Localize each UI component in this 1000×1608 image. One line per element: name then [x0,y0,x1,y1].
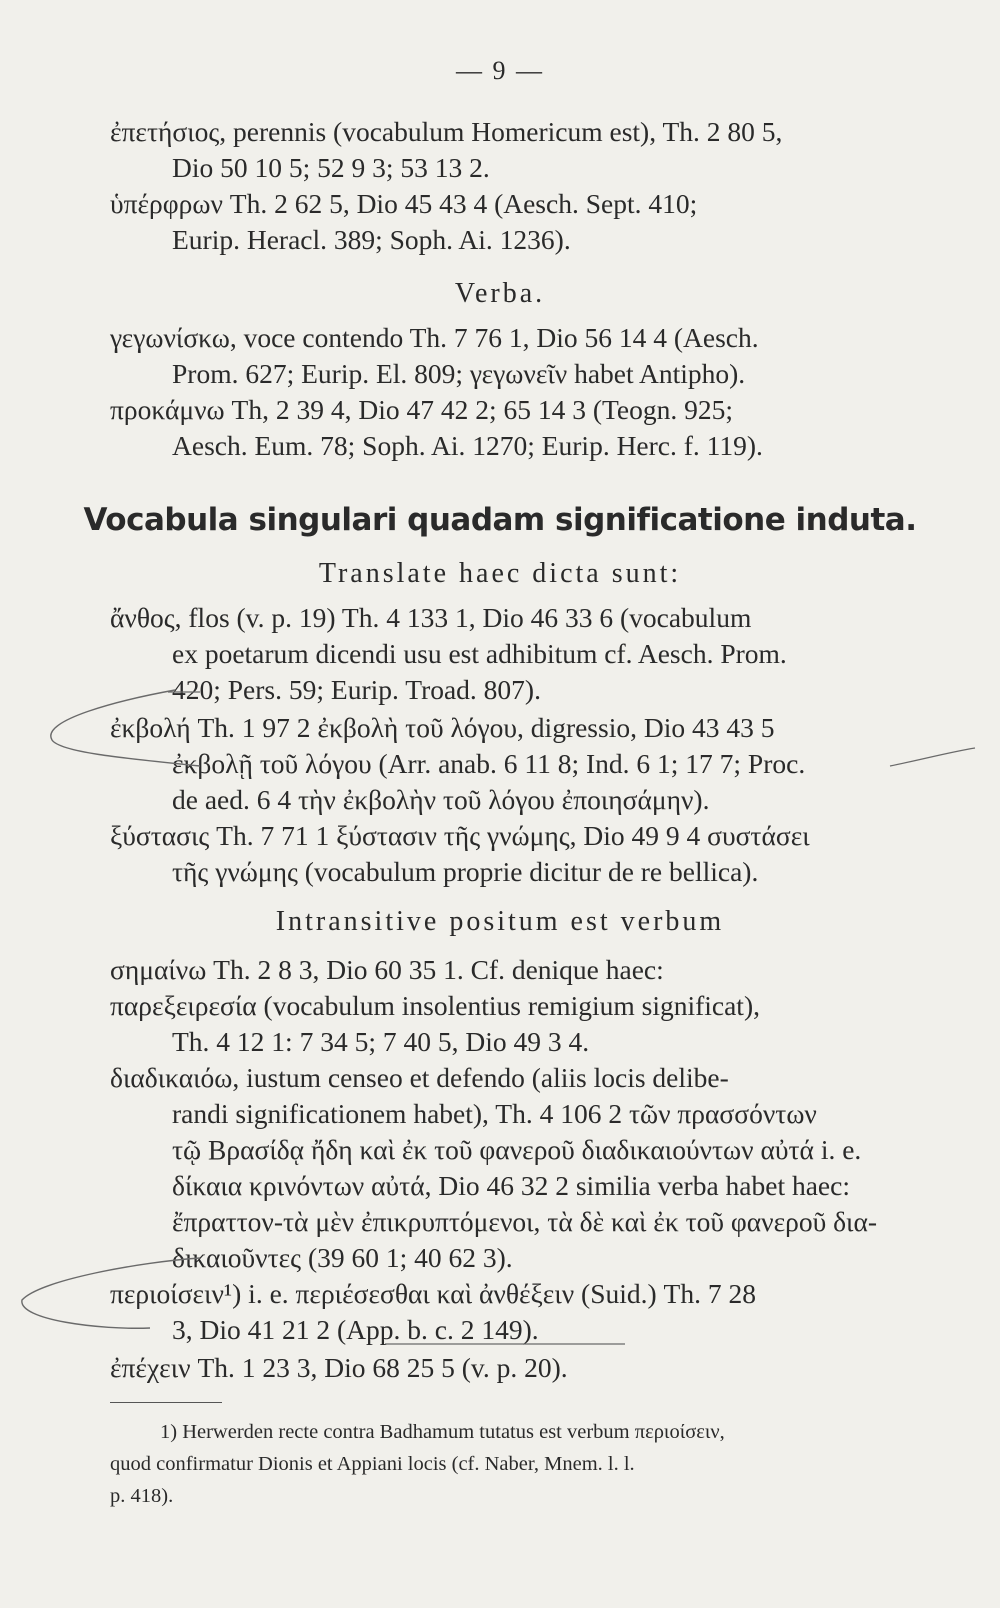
entry-parexeiresia: παρεξειρεσία (vocabulum insolentius remigium significat), [110,990,760,1021]
entry-continuation: 420; Pers. 59; Eurip. Troad. 807). [172,674,541,705]
pencil-bracket-ekbole [51,690,200,766]
entry-continuation: δίκαια κρινόντων αὐτά, Dio 46 32 2 similia verba habet haec: [172,1170,850,1201]
entry-continuation: Prom. 627; Eurip. El. 809; γεγωνεῖν habet Antipho). [172,358,746,389]
entry-semaino: σημαίνω Th. 2 8 3, Dio 60 35 1. Cf. denique haec: [110,954,664,985]
entry-hyperphron: ὑπέρφρων Th. 2 62 5, Dio 45 43 4 (Aesch. Sept. 410; [110,188,698,219]
entry-continuation: τῷ Βρασίδᾳ ἤδη καὶ ἐκ τοῦ φανεροῦ διαδικαιούντων αὐτά i. e. [172,1134,862,1165]
section-heading-vocabula: Vocabula singulari quadam significatione induta. [83,502,917,538]
subheading-intransitive: Intransitive positum est verbum [275,906,725,937]
subheading-translate: Translate haec dicta sunt: [318,558,682,589]
entry-epetesios: ἐπετήσιος, perennis (vocabulum Homericum est), Th. 2 80 5, [110,116,783,147]
entry-epechein: ἐπέχειν Th. 1 23 3, Dio 68 25 5 (v. p. 20). [110,1352,568,1383]
entry-continuation: ἔπραττον-τὰ μὲν ἐπικρυπτόμενοι, τὰ δὲ καὶ ἐκ τοῦ φανεροῦ δια- [172,1206,878,1237]
entry-continuation: de aed. 6 4 τὴν ἐκβολὴν τοῦ λόγου ἐποιησάμην). [172,784,710,815]
entry-gegonisko: γεγωνίσκω, voce contendo Th. 7 76 1, Dio 56 14 4 (Aesch. [110,322,759,353]
footnote-text: p. 418). [110,1485,174,1507]
entry-continuation: Eurip. Heracl. 389; Soph. Ai. 1236). [172,224,571,255]
entry-continuation: τῆς γνώμης (vocabulum proprie dicitur de re bellica). [172,856,759,887]
entry-continuation: Th. 4 12 1: 7 34 5; 7 40 5, Dio 49 3 4. [172,1026,590,1057]
entry-continuation: 3, Dio 41 21 2 (App. b. c. 2 149). [172,1314,539,1345]
pencil-stroke-margin [890,748,975,766]
section-heading-verba: Verba. [454,278,546,309]
entry-diadikaioo: διαδικαιόω, iustum censeo et defendo (aliis locis delibe- [110,1062,729,1093]
entry-perioisein: περιοίσειν¹) i. e. περιέσεσθαι καὶ ἀνθέξειν (Suid.) Th. 7 28 [110,1278,756,1309]
entry-continuation: ἐκβολῇ τοῦ λόγου (Arr. anab. 6 11 8; Ind. 6 1; 17 7; Proc. [172,748,806,779]
entry-continuation: δικαιοῦντες (39 60 1; 40 62 3). [172,1242,513,1273]
entry-xystasis: ξύστασις Th. 7 71 1 ξύστασιν τῆς γνώμης, Dio 49 9 4 συστάσει [110,820,810,851]
entry-ekbole: ἐκβολή Th. 1 97 2 ἐκβολὴ τοῦ λόγου, digressio, Dio 43 43 5 [110,712,775,743]
footnote-text: 1) Herwerden recte contra Badhamum tutatus est verbum περιοίσειν, [160,1421,725,1443]
entry-anthos: ἄνθος, flos (v. p. 19) Th. 4 133 1, Dio 46 33 6 (vocabulum [110,602,752,633]
footnote-text: quod confirmatur Dionis et Appiani locis (cf. Naber, Mnem. l. l. [110,1453,635,1475]
entry-continuation: ex poetarum dicendi usu est adhibitum cf. Aesch. Prom. [172,638,787,669]
entry-prokamno: προκάμνω Th, 2 39 4, Dio 47 42 2; 65 14 3 (Teogn. 925; [110,394,733,425]
page-number: — 9 — [456,56,544,85]
entry-continuation: Dio 50 10 5; 52 9 3; 53 13 2. [172,152,490,183]
entry-continuation: randi significationem habet), Th. 4 106 2 τῶν πρασσόντων [172,1098,817,1129]
pencil-bracket-perioisein [22,1258,200,1328]
entry-continuation: Aesch. Eum. 78; Soph. Ai. 1270; Eurip. Herc. f. 119). [172,430,763,461]
